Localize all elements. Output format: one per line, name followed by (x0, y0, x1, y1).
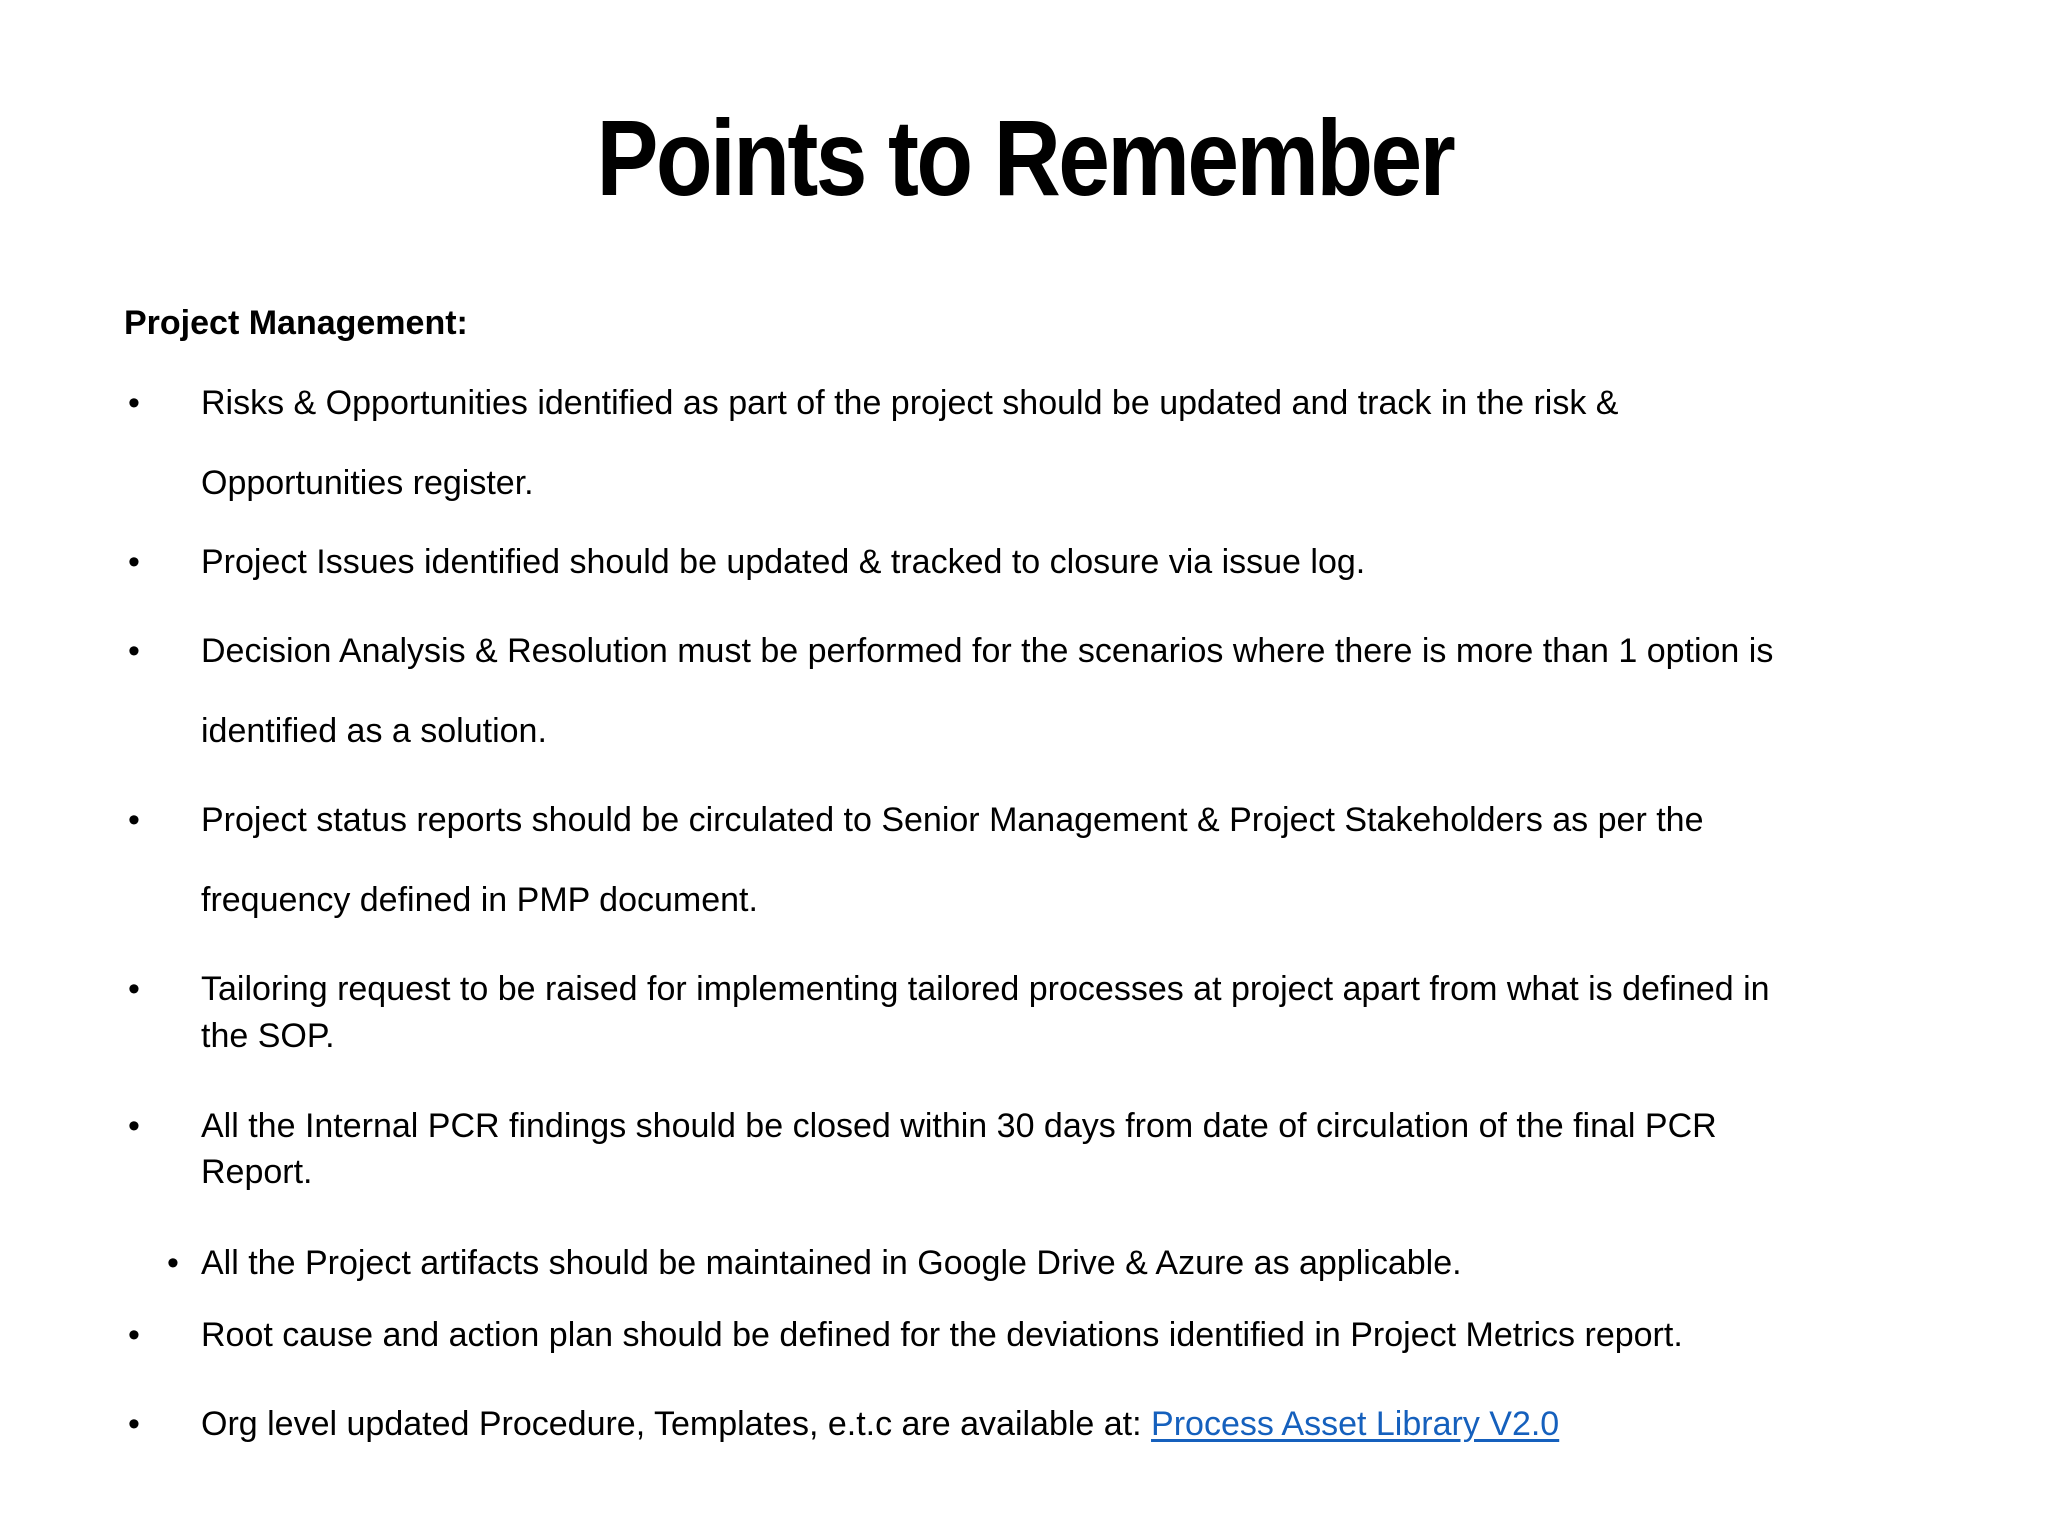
bullet-line: All the Internal PCR findings should be closed within 30 days from date of circulation of the final PCR (201, 1107, 1717, 1145)
bullet-marker: • (128, 384, 140, 422)
slide-title: Points to Remember (596, 97, 1454, 218)
bullet-line: Opportunities register. (201, 464, 534, 502)
bullet-marker: • (128, 1107, 140, 1145)
bullet-marker: • (128, 1405, 140, 1443)
bullet-line: Project status reports should be circulated to Senior Management & Project Stakeholders as per the (201, 801, 1704, 839)
bullet-marker: • (128, 543, 140, 581)
bullet-line: identified as a solution. (201, 712, 547, 750)
bullet-line: All the Project artifacts should be maintained in Google Drive & Azure as applicable. (201, 1244, 1462, 1282)
bullet-line: Decision Analysis & Resolution must be performed for the scenarios where there is more than 1 option is (201, 632, 1774, 670)
bullet-marker: • (167, 1244, 179, 1282)
bullet-line: frequency defined in PMP document. (201, 881, 758, 919)
bullet-text (201, 797, 1961, 923)
bullet-marker: • (128, 1316, 140, 1354)
bullet-text (201, 1312, 1961, 1358)
bullet-text (201, 539, 1961, 585)
bullet-line: Project Issues identified should be updated & tracked to closure via issue log. (201, 543, 1366, 581)
bullet-line: Report. (201, 1153, 313, 1191)
bullet-marker: • (128, 632, 140, 670)
bullet-text (201, 1103, 1961, 1195)
bullet-line: Root cause and action plan should be defined for the deviations identified in Project Metrics report. (201, 1316, 1683, 1354)
bullet-text (201, 380, 1961, 506)
bullet-line (201, 1401, 1961, 1447)
bullet-line: the SOP. (201, 1017, 335, 1055)
bullet-text (201, 628, 1961, 754)
bullet-text (201, 1401, 1961, 1447)
bullet-text (201, 1240, 1961, 1286)
bullet-text (201, 966, 1961, 1060)
bullet-marker: • (128, 970, 140, 1008)
section-heading: Project Management: (124, 304, 468, 342)
bullet-marker: • (128, 801, 140, 839)
bullet-line: Risks & Opportunities identified as part of the project should be updated and track in the risk & (201, 384, 1619, 422)
bullet-line: Tailoring request to be raised for implementing tailored processes at project apart from what is defined in (201, 970, 1770, 1008)
bullet-line-text: Org level updated Procedure, Templates, e.t.c are available at: (201, 1405, 1152, 1443)
process-asset-library-link[interactable]: Process Asset Library V2.0 (1151, 1405, 1560, 1443)
